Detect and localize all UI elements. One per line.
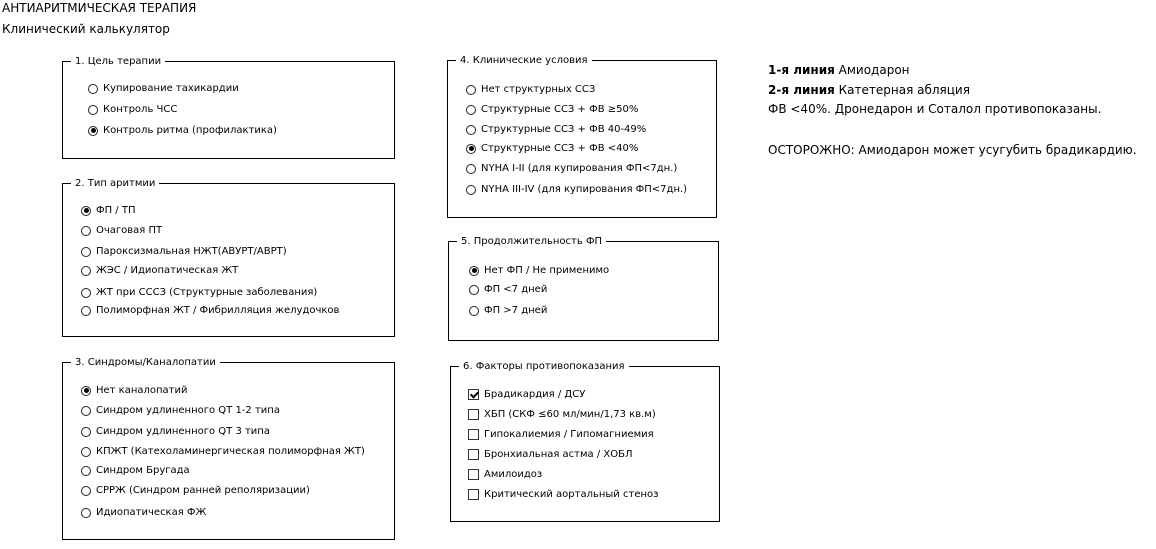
option-label: ФП / ТП <box>96 205 136 216</box>
radio-indicator[interactable] <box>81 288 91 298</box>
option-label: NYHA III-IV (для купирования ФП<7дн.) <box>481 184 688 195</box>
radio-indicator[interactable] <box>469 285 479 295</box>
result-second-line <box>768 82 970 98</box>
option-label: Очаговая ПТ <box>96 225 163 236</box>
radio-indicator[interactable] <box>81 466 91 476</box>
radio-option[interactable] <box>466 162 677 175</box>
radio-indicator[interactable] <box>81 306 91 316</box>
radio-indicator[interactable] <box>81 386 91 396</box>
radio-option[interactable] <box>81 445 365 458</box>
radio-indicator[interactable] <box>81 508 91 518</box>
group-therapy-goal <box>62 56 395 159</box>
option-label: Синдром удлиненного QT 1-2 типа <box>96 405 280 416</box>
first-line-label: 1-я линия <box>768 63 835 77</box>
radio-indicator[interactable] <box>88 105 98 115</box>
option-label: Структурные ССЗ + ФВ ≥50% <box>481 104 639 115</box>
option-label: ХБП (СКФ ≤60 мл/мин/1,73 кв.м) <box>484 409 656 420</box>
option-label: Купирование тахикардии <box>103 83 239 94</box>
group-syndromes <box>62 357 395 540</box>
checkbox-option[interactable] <box>468 408 656 421</box>
radio-option[interactable] <box>466 123 646 136</box>
result-first-line <box>768 62 910 78</box>
radio-option[interactable] <box>81 304 339 317</box>
option-label: Нет ФП / Не применимо <box>484 265 610 276</box>
radio-indicator[interactable] <box>466 105 476 115</box>
radio-indicator[interactable] <box>469 266 479 276</box>
radio-option[interactable] <box>81 204 135 217</box>
radio-option[interactable] <box>469 283 547 296</box>
group-legend: 6. Факторы противопоказания <box>459 360 629 373</box>
radio-indicator[interactable] <box>466 125 476 135</box>
radio-indicator[interactable] <box>81 266 91 276</box>
radio-option[interactable] <box>81 384 188 397</box>
option-label: NYHA I-II (для купирования ФП<7дн.) <box>481 163 678 174</box>
option-label: Идиопатическая ФЖ <box>96 507 207 518</box>
option-label: Полиморфная ЖТ / Фибрилляция желудочков <box>96 305 340 316</box>
group-legend: 4. Клинические условия <box>456 54 592 67</box>
group-legend: 5. Продолжительность ФП <box>457 235 606 248</box>
radio-indicator[interactable] <box>81 427 91 437</box>
radio-option[interactable] <box>81 245 287 258</box>
option-label: Пароксизмальная НЖТ(АВУРТ/АВРТ) <box>96 246 287 257</box>
radio-option[interactable] <box>81 484 310 497</box>
radio-option[interactable] <box>81 425 270 438</box>
radio-option[interactable] <box>88 124 277 137</box>
radio-indicator[interactable] <box>88 126 98 136</box>
radio-option[interactable] <box>81 404 280 417</box>
radio-indicator[interactable] <box>466 85 476 95</box>
radio-option[interactable] <box>466 83 595 96</box>
checkbox-indicator[interactable] <box>468 449 479 460</box>
option-label: Критический аортальный стеноз <box>484 489 659 500</box>
radio-indicator[interactable] <box>81 226 91 236</box>
checkbox-option[interactable] <box>468 488 658 501</box>
group-af-duration <box>448 236 719 341</box>
radio-indicator[interactable] <box>81 447 91 457</box>
group-legend: 2. Тип аритмии <box>71 177 159 190</box>
radio-indicator[interactable] <box>466 164 476 174</box>
option-label: Нет каналопатий <box>96 385 188 396</box>
radio-option[interactable] <box>81 464 190 477</box>
option-label: ЖЭС / Идиопатическая ЖТ <box>96 265 239 276</box>
radio-option[interactable] <box>469 264 609 277</box>
option-label: СРРЖ (Синдром ранней реполяризации) <box>96 485 310 496</box>
radio-option[interactable] <box>88 82 239 95</box>
radio-indicator[interactable] <box>469 306 479 316</box>
radio-indicator[interactable] <box>466 185 476 195</box>
result-note: ФВ <40%. Дронедарон и Соталол противопоказаны. <box>768 102 1102 116</box>
radio-indicator[interactable] <box>81 406 91 416</box>
option-label: КПЖТ (Катехоламинергическая полиморфная ЖТ) <box>96 446 365 457</box>
radio-option[interactable] <box>466 142 638 155</box>
radio-indicator[interactable] <box>81 486 91 496</box>
radio-option[interactable] <box>88 103 177 116</box>
option-label: ЖТ при СССЗ (Структурные заболевания) <box>96 287 318 298</box>
option-label: Амилоидоз <box>484 469 543 480</box>
option-label: Бронхиальная астма / ХОБЛ <box>484 449 633 460</box>
checkbox-indicator[interactable] <box>468 489 479 500</box>
radio-option[interactable] <box>81 224 162 237</box>
checkbox-indicator[interactable] <box>468 469 479 480</box>
app-subtitle: Клинический калькулятор <box>2 22 170 36</box>
group-clinical-conditions <box>447 55 717 218</box>
radio-indicator[interactable] <box>81 206 91 216</box>
app-title: АНТИАРИТМИЧЕСКАЯ ТЕРАПИЯ <box>2 1 197 15</box>
option-label: Гипокалиемия / Гипомагниемия <box>484 429 654 440</box>
option-label: Структурные ССЗ + ФВ 40-49% <box>481 124 647 135</box>
radio-indicator[interactable] <box>466 144 476 154</box>
radio-option[interactable] <box>81 286 317 299</box>
option-label: Брадикардия / ДСУ <box>484 389 586 400</box>
second-line-value: Катетерная абляция <box>838 83 970 97</box>
result-warning: ОСТОРОЖНО: Амиодарон может усугубить брадикардию. <box>768 143 1137 157</box>
option-label: Синдром удлиненного QT 3 типа <box>96 426 270 437</box>
first-line-value: Амиодарон <box>838 63 910 77</box>
radio-option[interactable] <box>466 103 638 116</box>
second-line-label: 2-я линия <box>768 83 835 97</box>
radio-option[interactable] <box>81 506 206 519</box>
checkbox-option[interactable] <box>468 468 542 481</box>
checkbox-indicator[interactable] <box>468 389 479 400</box>
checkbox-option[interactable] <box>468 388 585 401</box>
radio-option[interactable] <box>81 264 238 277</box>
checkbox-option[interactable] <box>468 428 654 441</box>
option-label: ФП <7 дней <box>484 284 548 295</box>
option-label: Синдром Бругада <box>96 465 190 476</box>
radio-indicator[interactable] <box>88 84 98 94</box>
group-arrhythmia-type <box>62 178 395 337</box>
radio-option[interactable] <box>469 304 547 317</box>
option-label: ФП >7 дней <box>484 305 548 316</box>
checkbox-indicator[interactable] <box>468 429 479 440</box>
group-contraindications <box>450 361 720 522</box>
radio-option[interactable] <box>466 183 687 196</box>
option-label: Контроль ритма (профилактика) <box>103 125 277 136</box>
option-label: Структурные ССЗ + ФВ <40% <box>481 143 639 154</box>
radio-indicator[interactable] <box>81 247 91 257</box>
group-legend: 3. Синдромы/Каналопатии <box>71 356 220 369</box>
group-legend: 1. Цель терапии <box>71 55 165 68</box>
option-label: Контроль ЧСС <box>103 104 178 115</box>
option-label: Нет структурных ССЗ <box>481 84 596 95</box>
checkbox-indicator[interactable] <box>468 409 479 420</box>
checkbox-option[interactable] <box>468 448 633 461</box>
